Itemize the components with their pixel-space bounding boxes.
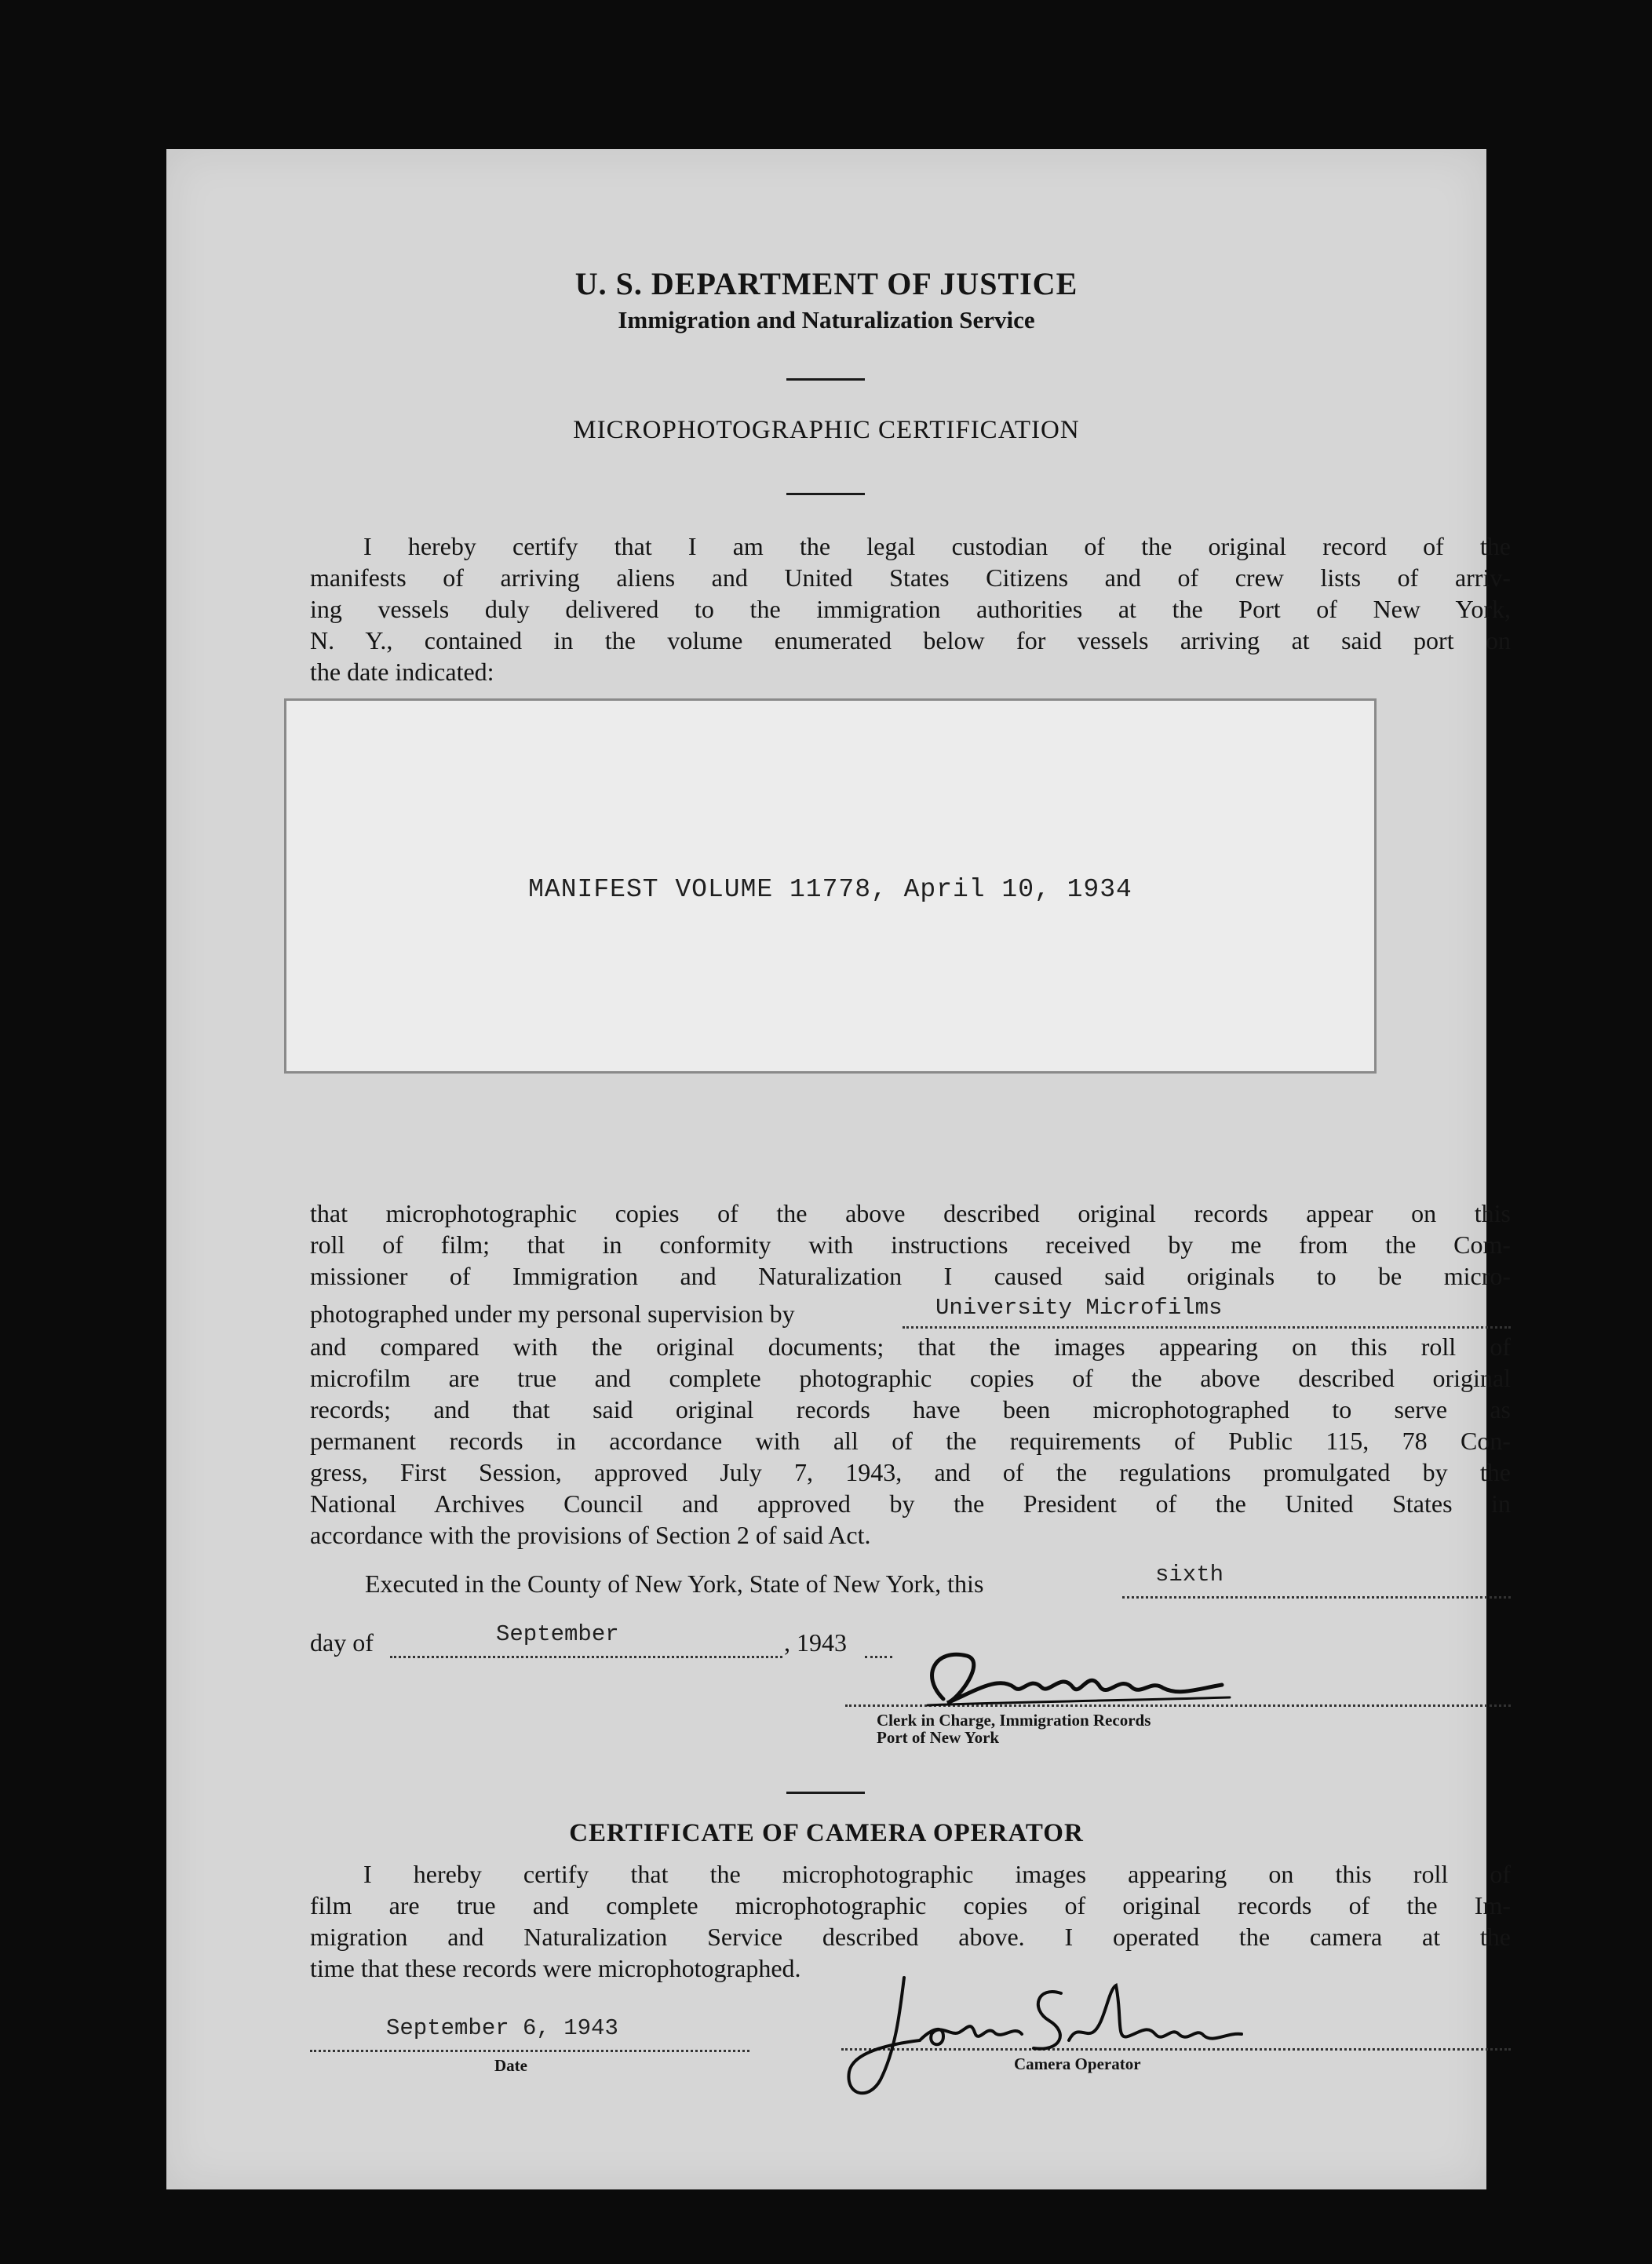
operator-line-1: I hereby certify that the microphotographic images appearing on this roll of [363, 1860, 1511, 1888]
cert-line-9: National Archives Council and approved by the President of the United States in [310, 1489, 1511, 1518]
day-fill-line [1122, 1596, 1511, 1599]
operator-line-3: migration and Naturalization Service described above. I operated the camera at the [310, 1923, 1511, 1951]
intro-line-4: N. Y., contained in the volume enumerated below for vessels arriving at said port on [310, 626, 1511, 654]
cert-line-6: records; and that said original records have been microphotographed to serve as [310, 1395, 1511, 1424]
cert-line-1: that microphotographic copies of the above described original records appear on this [310, 1199, 1511, 1227]
operator-date-typed: September 6, 1943 [386, 2015, 618, 2041]
operator-signature [833, 1962, 1273, 2103]
operator-line-4: time that these records were microphotographed. [310, 1954, 801, 1982]
cert-line-4: and compared with the original documents; that the images appearing on this roll of [310, 1333, 1511, 1361]
cert-line-3: missioner of Immigration and Naturalization I caused said originals to be micro- [310, 1262, 1511, 1290]
intro-line-1: I hereby certify that I am the legal custodian of the original record of the [363, 532, 1511, 560]
clerk-signature [912, 1644, 1242, 1715]
month-typed: September [496, 1621, 619, 1647]
department-heading: U. S. DEPARTMENT OF JUSTICE [574, 266, 1078, 301]
certificate-page [166, 149, 1511, 2189]
executed-prefix: Executed in the County of New York, State of New York, this [365, 1569, 984, 1598]
camera-operator-label: Camera Operator [1014, 2054, 1141, 2073]
year-text: , 1943 [784, 1628, 847, 1657]
date-label: Date [494, 2056, 527, 2075]
clerk-title-line-2: Port of New York [877, 1728, 1000, 1747]
day-of-label: day of [310, 1628, 374, 1657]
cert-line-10: accordance with the provisions of Section 2 of said Act. [310, 1521, 871, 1549]
cert-line-8: gress, First Session, approved July 7, 1943, and of the regulations promulgated by the [310, 1458, 1511, 1486]
intro-line-5: the date indicated: [310, 658, 494, 686]
supervisor-fill-line [903, 1326, 1511, 1329]
operator-line-2: film are true and complete microphotographic copies of original records of the Im- [310, 1891, 1511, 1919]
intro-line-2: manifests of arriving aliens and United States Citizens and of crew lists of arriv- [310, 563, 1511, 592]
heading-divider-bottom [786, 493, 865, 495]
camera-operator-heading: CERTIFICATE OF CAMERA OPERATOR [569, 1819, 1084, 1847]
heading-divider-top [786, 378, 865, 381]
clerk-title-line-1: Clerk in Charge, Immigration Records [877, 1711, 1151, 1730]
cert-line-2: roll of film; that in conformity with instructions received by me from the Com- [310, 1230, 1511, 1259]
manifest-volume-text: MANIFEST VOLUME 11778, April 10, 1934 [528, 875, 1132, 904]
day-typed: sixth [1155, 1562, 1224, 1588]
year-fill-line [865, 1656, 892, 1658]
supervision-prefix: photographed under my personal supervision by [310, 1300, 795, 1328]
service-subheading: Immigration and Naturalization Service [618, 306, 1035, 334]
volume-card [284, 698, 1377, 1074]
supervisor-typed: University Microfilms [935, 1295, 1223, 1321]
date-fill-line [310, 2050, 749, 2052]
certification-title: MICROPHOTOGRAPHIC CERTIFICATION [573, 416, 1080, 444]
section-divider [786, 1792, 865, 1794]
intro-line-3: ing vessels duly delivered to the immigration authorities at the Port of New York, [310, 595, 1511, 623]
month-fill-line [390, 1656, 782, 1658]
cert-line-7: permanent records in accordance with all of the requirements of Public 115, 78 Con- [310, 1427, 1511, 1455]
cert-line-5: microfilm are true and complete photographic copies of the above described original [310, 1364, 1511, 1392]
